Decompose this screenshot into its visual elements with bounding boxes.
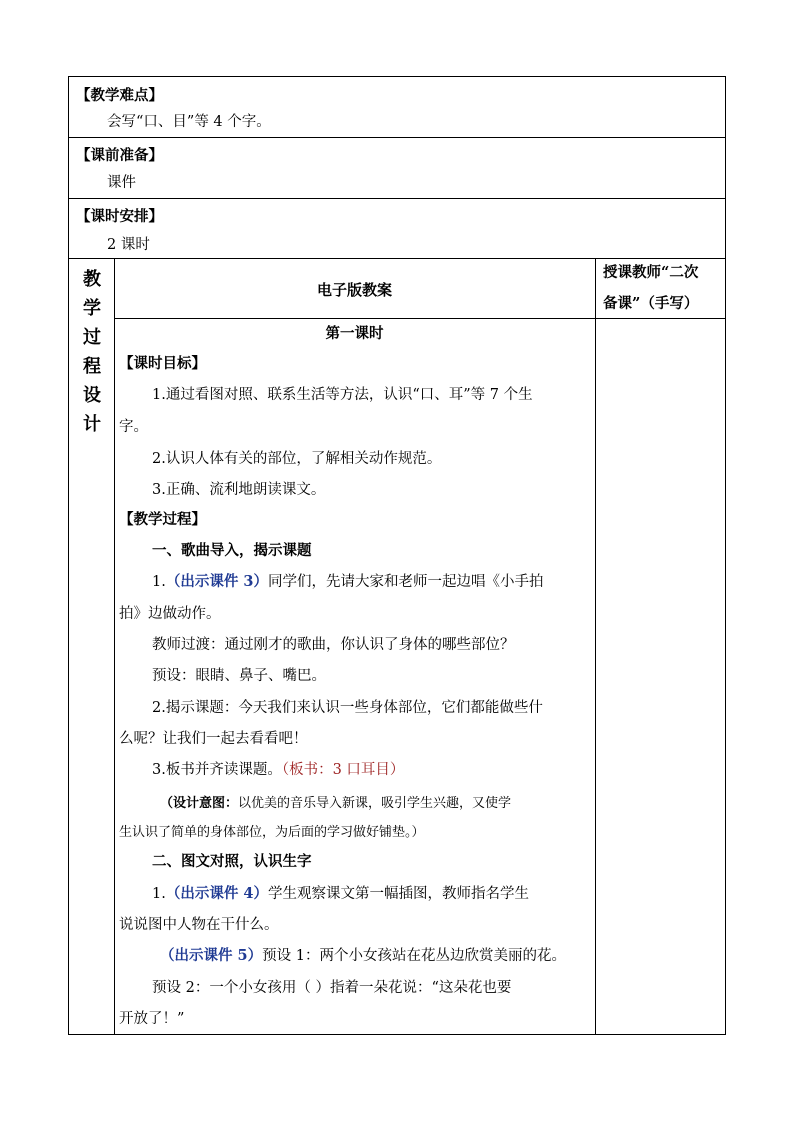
row-divider-2 (68, 198, 726, 199)
design-intent-line2: 生认识了简单的身体部位，为后面的学习做好铺垫。） (119, 825, 425, 840)
preparation-content: 课件 (107, 175, 136, 191)
difficulty-content: 会写“口、目”等 4 个字。 (107, 114, 271, 130)
table-border-top (68, 76, 726, 77)
row-divider-3 (68, 258, 726, 259)
part1-title: 一、歌曲导入，揭示课题 (152, 542, 312, 559)
design-intent-line1 (160, 795, 511, 813)
vertical-char-1: 教 (83, 269, 101, 290)
courseware-tag: （出示课件 4） (165, 885, 268, 902)
part2-item1-line2: 说说图中人物在干什么。 (119, 917, 279, 933)
preset-text: 预设 1：两个小女孩站在花丛边欣赏美丽的花。 (262, 948, 566, 964)
vertical-char-6: 计 (83, 414, 101, 435)
part1-item3 (152, 761, 404, 779)
column-divider-right (595, 258, 596, 1035)
item-number: 1. (152, 574, 166, 590)
goals-title: 【课时目标】 (119, 355, 206, 372)
header-divider (114, 318, 726, 319)
part2-preset1 (160, 947, 566, 965)
vertical-char-5: 设 (83, 385, 101, 406)
preparation-title: 【课前准备】 (76, 147, 163, 164)
goal1-line2: 字。 (119, 419, 148, 435)
goal3: 3.正确、流利地朗读课文。 (152, 482, 326, 498)
part2-preset2-line2: 开放了！” (119, 1011, 185, 1027)
part2-title: 二、图文对照，认识生字 (152, 853, 312, 870)
right-header-line2: 备课”（手写） (603, 295, 699, 312)
courseware-tag: （出示课件 5） (160, 947, 263, 964)
part1-item2-line2: 么呢？让我们一起去看看吧！ (119, 731, 308, 747)
item-text: 学生观察课文第一幅插图，教师指名学生 (267, 886, 529, 902)
table-border-left (68, 76, 69, 1035)
courseware-tag: （出示课件 3） (165, 573, 268, 590)
lesson-title: 第一课时 (325, 325, 384, 342)
right-header-line1: 授课教师“二次 (603, 264, 699, 281)
column-divider-left (114, 258, 115, 1035)
part1-item2-line1: 2.揭示课题：今天我们来认识一些身体部位，它们都能做些什 (152, 700, 543, 716)
item-text: 同学们，先请大家和老师一起边唱《小手拍 (267, 574, 544, 590)
middle-header: 电子版教案 (316, 281, 392, 299)
row-divider-1 (68, 137, 726, 138)
blackboard-tag: （板书：3 口耳目） (281, 762, 405, 778)
part1-item1-line2: 拍》边做动作。 (119, 606, 221, 622)
part1-item1-line1 (152, 573, 543, 591)
schedule-content: 2 课时 (107, 237, 150, 253)
process-title: 【教学过程】 (119, 511, 206, 528)
item-number: 1. (152, 886, 166, 902)
part2-item1-line1 (152, 885, 529, 903)
goal2: 2.认识人体有关的部位，了解相关动作规范。 (152, 451, 442, 467)
difficulty-title: 【教学难点】 (76, 87, 163, 104)
item-text: 3.板书并齐读课题。 (152, 762, 282, 778)
design-intent-text: 以优美的音乐导入新课，吸引学生兴趣，又使学 (238, 796, 512, 811)
table-border-bottom (68, 1034, 726, 1035)
table-border-right (725, 76, 726, 1035)
vertical-char-2: 学 (83, 298, 101, 319)
part2-preset2-line1: 预设 2：一个小女孩用（ ）指着一朵花说：“这朵花也要 (152, 980, 512, 996)
vertical-char-4: 程 (83, 356, 101, 377)
preset-answer: 预设：眼睛、鼻子、嘴巴。 (152, 668, 326, 684)
design-intent-label: （设计意图： (160, 796, 239, 811)
schedule-title: 【课时安排】 (76, 208, 163, 225)
vertical-char-3: 过 (83, 327, 101, 348)
teacher-transition: 教师过渡：通过刚才的歌曲，你认识了身体的哪些部位？ (152, 637, 515, 653)
goal1-line1: 1.通过看图对照、联系生活等方法，认识“口、耳”等 7 个生 (152, 387, 533, 403)
